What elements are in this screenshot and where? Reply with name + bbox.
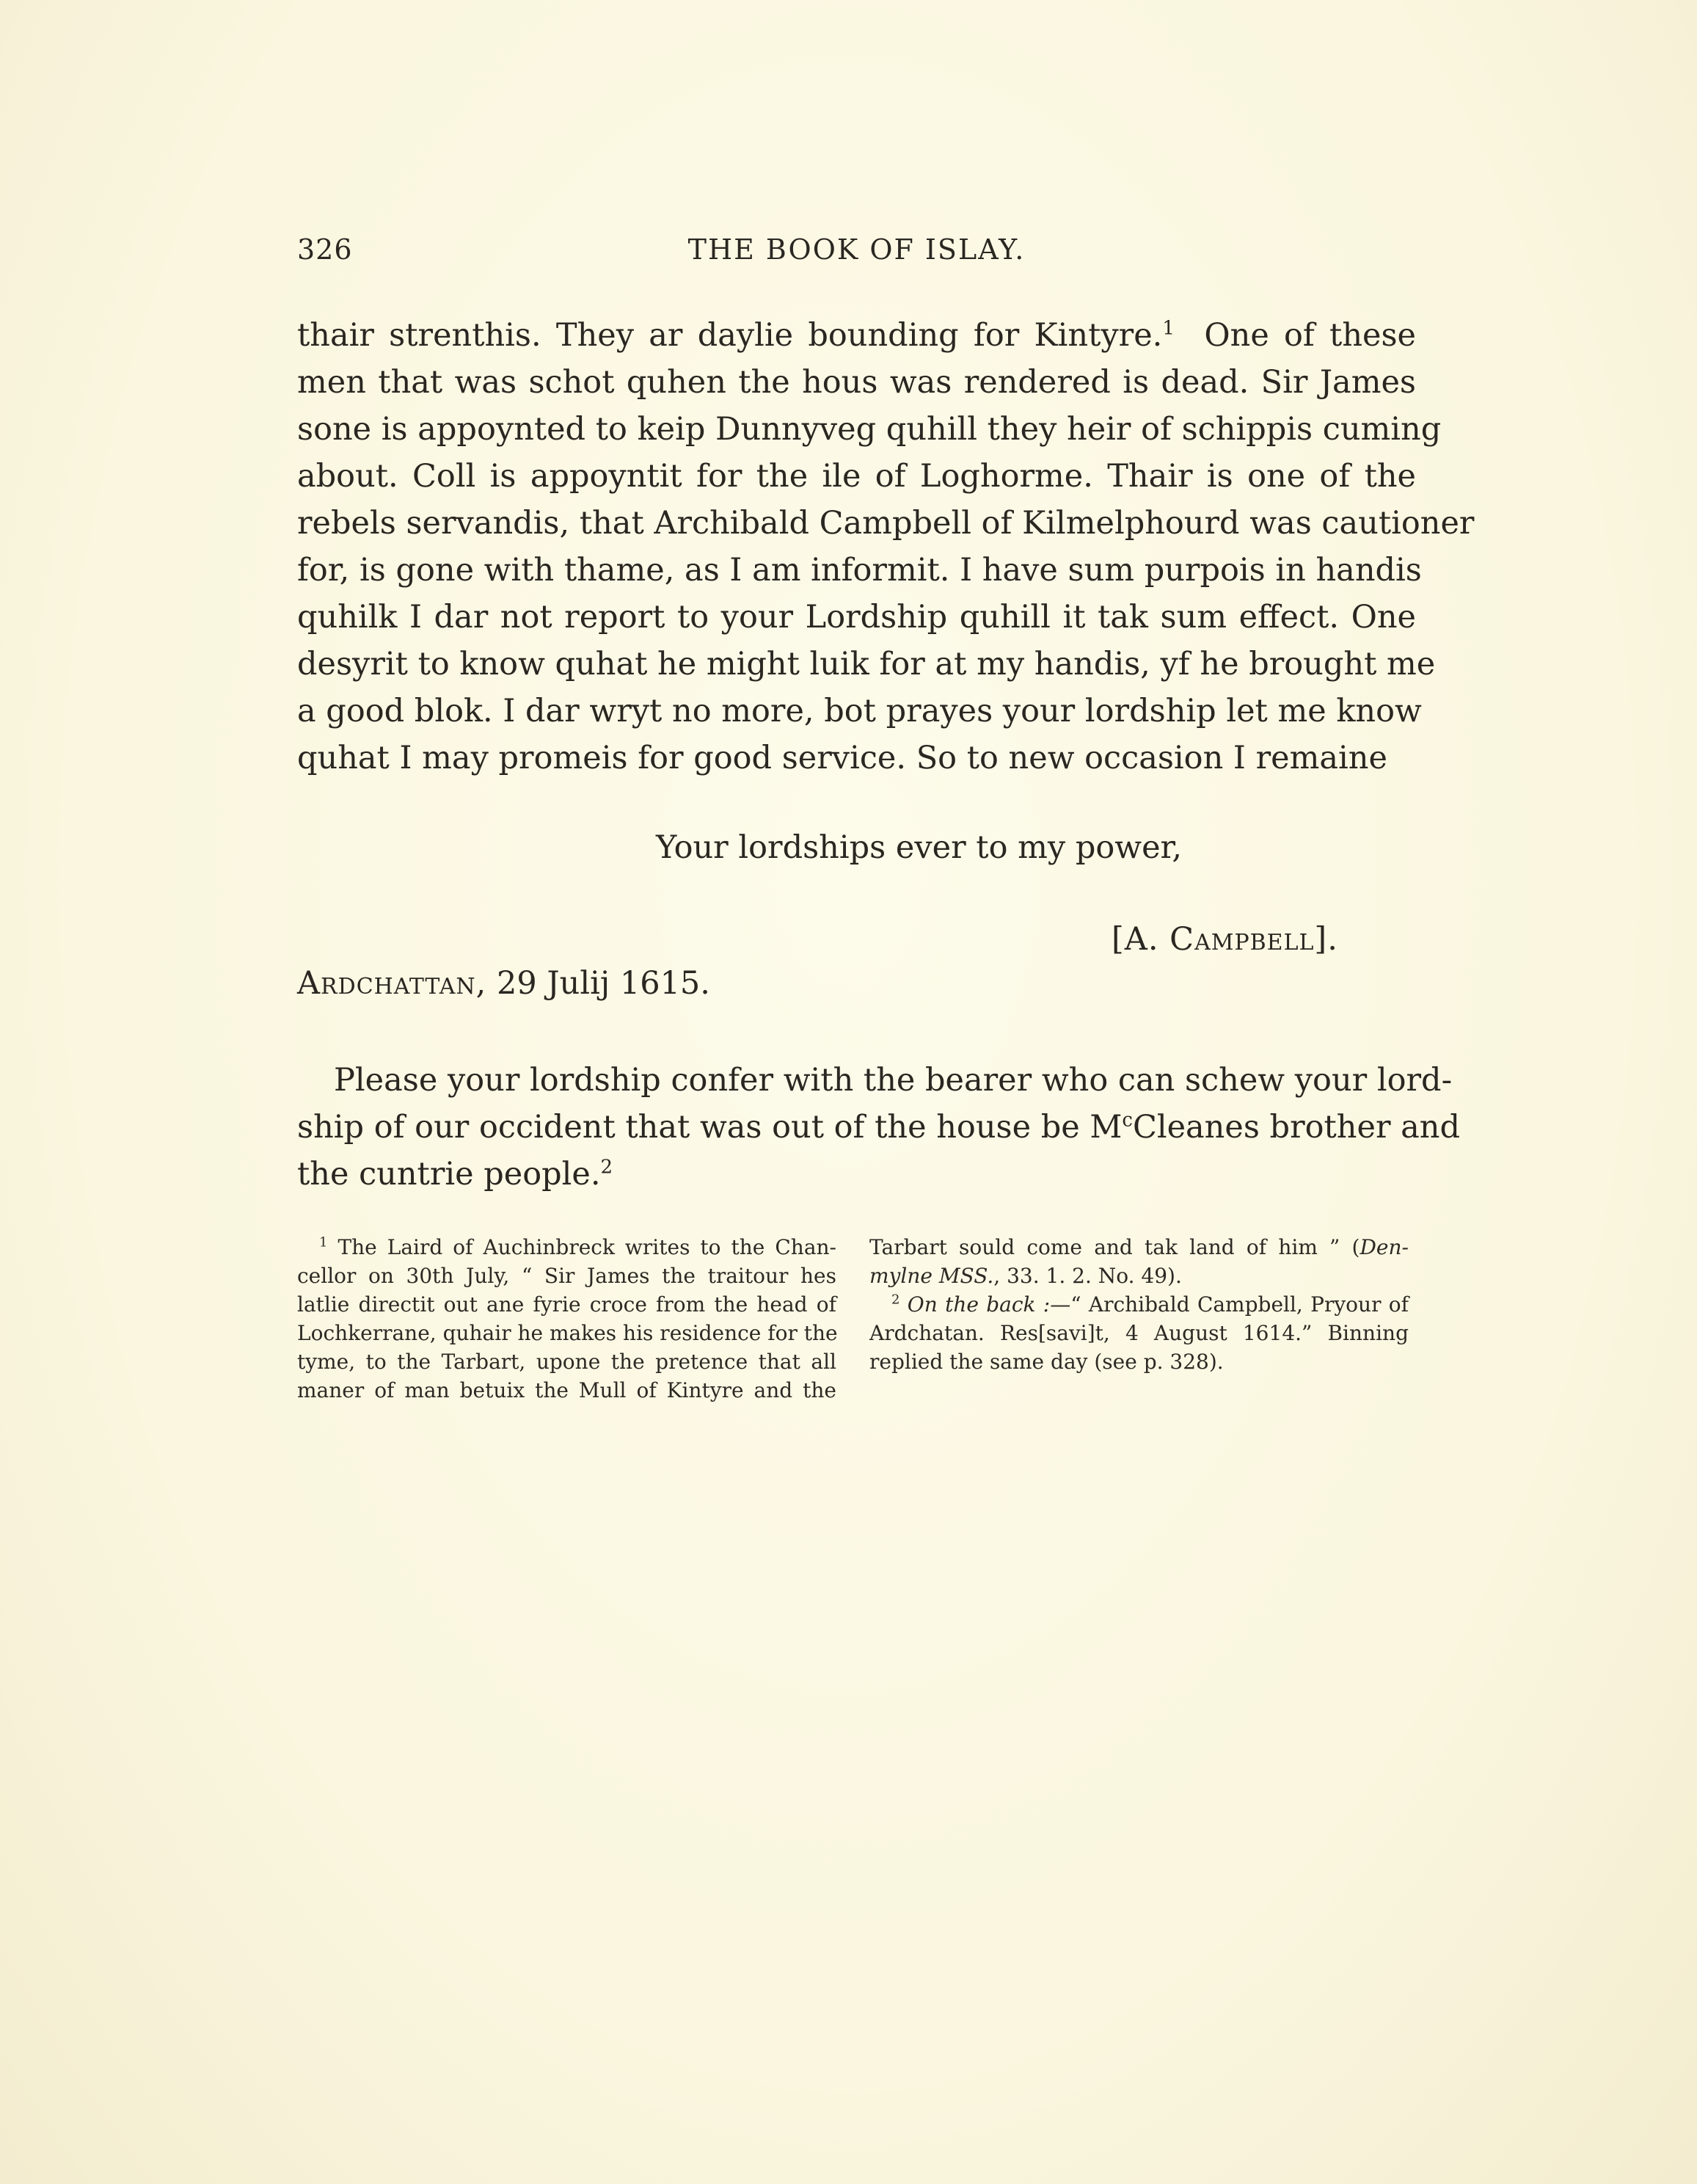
postscript-line-3: the cuntrie people.$^2$ bbox=[297, 1156, 613, 1193]
letter-closing: Your lordships ever to my power, bbox=[655, 829, 1183, 866]
postscript bbox=[297, 1057, 1461, 1198]
footnote-1-line: Lochkerrane, quhair he makes his residence for the bbox=[297, 1321, 838, 1345]
footnote-ref-2: 2 bbox=[600, 1156, 613, 1179]
footnote-1-line: cellor on 30th July, “ Sir James the traitour hes bbox=[297, 1264, 836, 1288]
page-header bbox=[297, 233, 1416, 270]
letter-place-date bbox=[297, 965, 710, 1002]
footnote-2-line: $^2$ On the back :—“ Archibald Campbell, Pryour of bbox=[891, 1292, 1409, 1317]
footnote-ref-1: 1 bbox=[1162, 317, 1175, 340]
footnote-1-line: tyme, to the Tarbart, upone the pretence that all bbox=[297, 1350, 836, 1374]
letter-line-4: about. Coll is appoyntit for the ile of Loghorme. Thair is one of the bbox=[297, 458, 1416, 495]
footnote-1-line: mylne MSS., 33. 1. 2. No. 49). bbox=[869, 1264, 1182, 1288]
letter-place: Ardchattan, bbox=[297, 965, 487, 1002]
letter-date: 29 Julij 1615. bbox=[497, 965, 710, 1002]
footnotes-left-column bbox=[297, 1233, 836, 1405]
postscript-line-1: Please your lordship confer with the bearer who can schew your lord- bbox=[334, 1062, 1453, 1099]
letter-line-3: sone is appoynted to keip Dunnyveg quhill they heir of schippis cuming bbox=[297, 411, 1442, 448]
letter-body bbox=[297, 312, 1475, 782]
letter-signature: [A. Campbell]. bbox=[1112, 921, 1338, 958]
letter-line-9: a good blok. I dar wryt no more, bot prayes your lordship let me know bbox=[297, 693, 1422, 729]
letter-line-1: thair strenthis. They ar daylie bounding for Kintyre.$^1$ One of these bbox=[297, 317, 1416, 354]
letter-line-6: for, is gone with thame, as I am informit. I have sum purpois in handis bbox=[297, 552, 1422, 589]
letter-line-10: quhat I may promeis for good service. So to new occasion I remaine bbox=[297, 740, 1387, 776]
letter-line-2: men that was schot quhen the hous was rendered is dead. Sir James bbox=[297, 364, 1416, 401]
letter-line-5: rebels servandis, that Archibald Campbell of Kilmelphourd was cautioner bbox=[297, 505, 1475, 542]
page-number: 326 bbox=[297, 233, 353, 266]
postscript-line-2: ship of our occident that was out of the house be $M^cCleanes$ brother and bbox=[297, 1109, 1461, 1146]
footnote-1-line: maner of man betuix the Mull of Kintyre and the bbox=[297, 1378, 836, 1402]
footnote-1-line: latlie directit out ane fyrie croce from the head of bbox=[297, 1292, 836, 1317]
footnote-1-line: Tarbart sould come and tak land of him ” (Den- bbox=[869, 1235, 1409, 1259]
letter-line-7: quhilk I dar not report to your Lordship quhill it tak sum effect. One bbox=[297, 599, 1416, 636]
footnote-2-line: replied the same day (see p. 328). bbox=[869, 1350, 1224, 1374]
letter-line-8: desyrit to know quhat he might luik for at my handis, yf he brought me bbox=[297, 646, 1436, 682]
running-head: THE BOOK OF ISLAY. bbox=[687, 233, 1026, 266]
footnotes-right-column bbox=[869, 1233, 1409, 1376]
footnote-2-line: Ardchatan. Res[savi]t, 4 August 1614.” Binning bbox=[869, 1321, 1409, 1345]
footnote-1-line: $^1$ The Laird of Auchinbreck writes to the Chan- bbox=[319, 1234, 836, 1259]
